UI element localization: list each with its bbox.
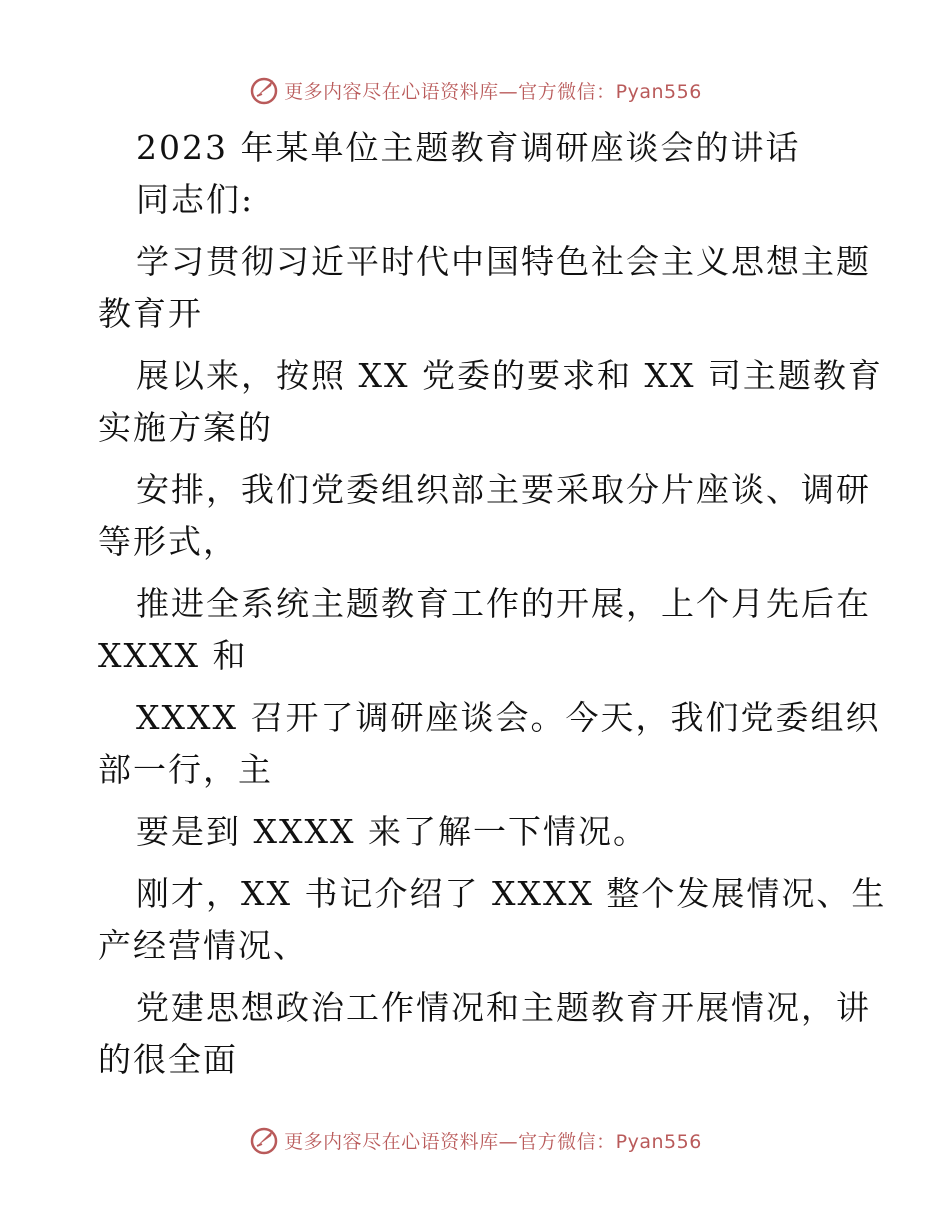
quill-logo-icon bbox=[248, 74, 280, 106]
header-watermark bbox=[0, 70, 950, 110]
paragraph-line: 安排，我们党委组织部主要采取分片座谈、调研 bbox=[136, 470, 871, 509]
paragraph-line: 要是到 XXXX 来了解一下情况。 bbox=[136, 812, 648, 851]
header-watermark-text: 更多内容尽在心语资料库—官方微信：Pyan556 bbox=[284, 80, 702, 103]
paragraph-line: 教育开 bbox=[98, 294, 203, 333]
paragraph-line: 刚才，XX 书记介绍了 XXXX 整个发展情况、生 bbox=[136, 874, 887, 913]
document-title: 2023 年某单位主题教育调研座谈会的讲话 bbox=[136, 128, 801, 167]
document-body bbox=[98, 122, 887, 1086]
paragraph-line: XXXX 召开了调研座谈会。今天，我们党委组织 bbox=[136, 698, 881, 737]
footer-watermark bbox=[0, 1120, 950, 1160]
paragraph-line: 推进全系统主题教育工作的开展，上个月先后在 bbox=[136, 584, 871, 623]
paragraph-line: 学习贯彻习近平时代中国特色社会主义思想主题 bbox=[136, 242, 871, 281]
paragraph-line: 党建思想政治工作情况和主题教育开展情况，讲 bbox=[136, 988, 871, 1027]
paragraph-line: 部一行，主 bbox=[98, 750, 273, 789]
footer-watermark-text: 更多内容尽在心语资料库—官方微信：Pyan556 bbox=[284, 1130, 702, 1153]
salutation: 同志们: bbox=[136, 180, 255, 219]
paragraph-line: 等形式， bbox=[98, 522, 238, 561]
paragraph-line: 产经营情况、 bbox=[98, 926, 308, 965]
paragraph-line: XXXX 和 bbox=[98, 636, 248, 675]
paragraph-line: 展以来，按照 XX 党委的要求和 XX 司主题教育 bbox=[136, 356, 883, 395]
paragraph-line: 实施方案的 bbox=[98, 408, 273, 447]
paragraph-line: 的很全面 bbox=[98, 1040, 238, 1079]
quill-logo-icon bbox=[248, 1124, 280, 1156]
